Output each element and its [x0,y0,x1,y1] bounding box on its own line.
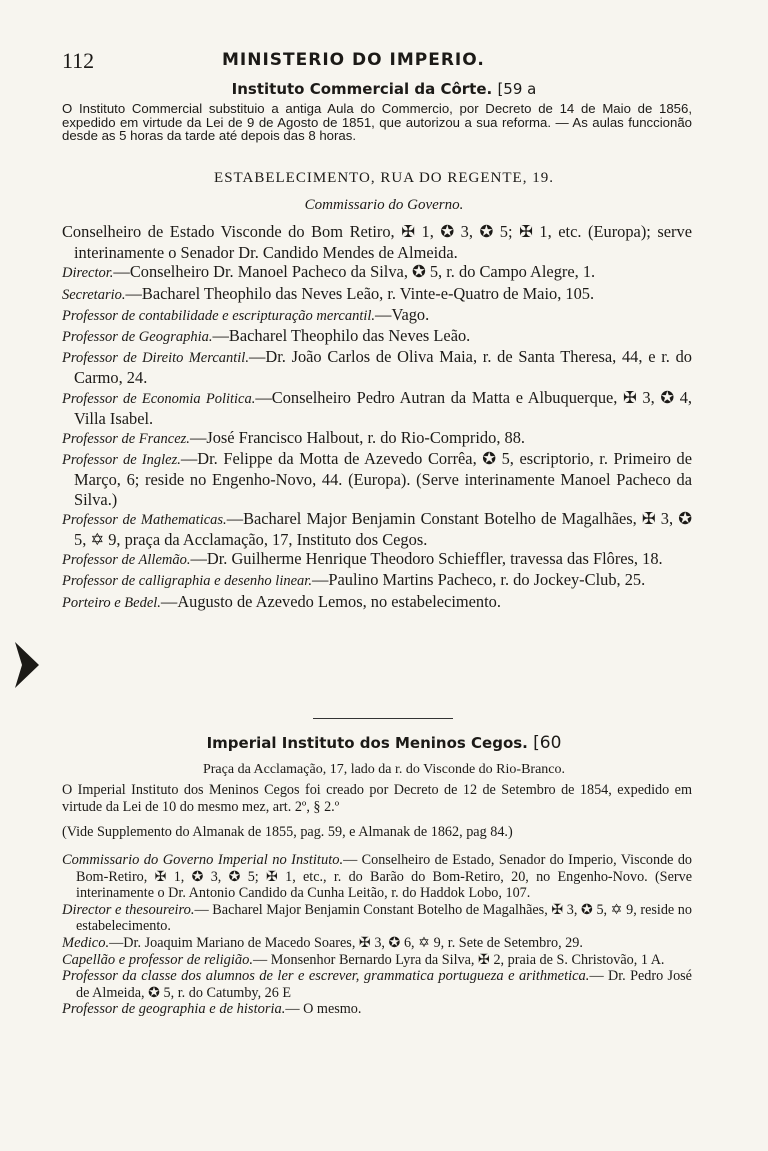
section2-title: Imperial Instituto dos Meninos Cegos. [206,734,528,752]
entry: Capellão e professor de religião.— Monsenhor Bernardo Lyra da Silva, ✠ 2, praia de S. Christovão, 1 A. [62,951,665,968]
entry: Professor de calligraphia e desenho linear.—Paulino Martins Pacheco, r. do Jockey-Club, 25. [62,570,646,590]
entry: Professor de contabilidade e escripturação mercantil.—Vago. [62,304,430,324]
entry: Director e thesoureiro.— Bacharel Major Benjamin Constant Botelho de Magalhães, ✠ 3, ✪ 5, ✡ 9, reside no estabelecimento. [62,901,692,935]
section1-subheading: Commissario do Governo. [304,197,464,213]
section2-ref: [60 [533,733,562,753]
section1-address: ESTABELECIMENTO, RUA DO REGENTE, 19. [214,170,554,186]
section1-intro: O Instituto Commercial substituio a antiga Aula do Commercio, por Decreto de 14 de Maio de 1856, expedido em virtude da Lei de 9 de Agosto de 1851, que autorizou a sua reforma. — As aulas funccionão desde as 5 horas da tarde até depois das 8 horas. [62,101,692,144]
section2-note: (Vide Supplemento do Almanak de 1855, pag. 59, e Almanak de 1862, pag 84.) [62,824,513,840]
section1-entries [62,222,692,613]
page-number: 112 [62,48,95,73]
section1-title: Instituto Commercial da Côrte. [231,80,493,98]
entry: Medico.—Dr. Joaquim Mariano de Macedo Soares, ✠ 3, ✪ 6, ✡ 9, r. Sete de Setembro, 29. [62,934,583,951]
entry: Professor da classe dos alumnos de ler e escrever, grammatica portugueza e arithmetica.— Dr. Pedro José de Almeida, ✪ 5, r. do Catumby, 26 E [62,968,692,1001]
running-header [62,48,692,74]
section1-heading [0,80,768,98]
entry: Director.—Conselheiro Dr. Manoel Pacheco da Silva, ✪ 5, r. do Campo Alegre, 1. [62,262,596,282]
section1-ref: [59 a [497,80,537,98]
entry: Professor de geographia e de historia.— O mesmo. [62,1001,362,1018]
entry: Commissario do Governo Imperial no Instituto.— Conselheiro de Estado, Senador do Imperio, Visconde do Bom-Retiro, ✠ 1, ✪ 3, ✪ 5; ✠ 1, etc., r. do Barão do Bom-Retiro, 20, no Engenho-Novo. (Serve interinamente o Dr. Antonio Candido da Cunha Leitão, r. do Haddok Lobo, 107. [62,852,693,902]
entry: Professor de Economia Politica.—Conselheiro Pedro Autran da Matta e Albuquerque, ✠ 3, ✪ 4, Villa Isabel. [62,387,693,428]
entry: Professor de Allemão.—Dr. Guilherme Henrique Theodoro Schieffler, travessa das Flôres, 18. [62,549,663,569]
section2-heading [0,733,768,753]
entry: Professor de Geographia.—Bacharel Theophilo das Neves Leão. [62,326,471,346]
section2-intro: O Imperial Instituto dos Meninos Cegos foi creado por Decreto de 12 de Setembro de 1854, expedido em virtude da Lei de 10 do mesmo mez, art. 2º, § 2.º [62,782,692,815]
entry: Secretario.—Bacharel Theophilo das Neves Leão, r. Vinte-e-Quatro de Maio, 105. [62,283,595,303]
entry: Conselheiro de Estado Visconde do Bom Retiro, ✠ 1, ✪ 3, ✪ 5; ✠ 1, etc. (Europa); serve interinamente o Senador Dr. Candido Mendes de Almeida. [62,222,692,263]
section2-address: Praça da Acclamação, 17, lado da r. do Visconde do Rio-Branco. [202,762,565,777]
entry: Professor de Inglez.—Dr. Felippe da Motta de Azevedo Corrêa, ✪ 5, escriptorio, r. Primeiro de Março, 6; reside no Engenho-Novo, 44. (Europa). (Serve interinamente Manoel Pacheco da Silva.) [62,449,692,509]
entry: Professor de Direito Mercantil.—Dr. João Carlos de Oliva Maia, r. de Santa Theresa, 44, e r. do Carmo, 24. [62,347,692,388]
section-divider [313,718,453,719]
section2-entries [62,852,692,1018]
ministry-heading: MINISTERIO DO IMPERIO. [222,50,485,70]
entry: Professor de Mathematicas.—Bacharel Major Benjamin Constant Botelho de Magalhães, ✠ 3, ✪ 5, ✡ 9, praça da Acclamação, 17, Instituto dos Cegos. [62,508,692,550]
entry: Professor de Francez.—José Francisco Halbout, r. do Rio-Comprido, 88. [62,428,526,448]
page-tab-marker [13,640,43,690]
entry: Porteiro e Bedel.—Augusto de Azevedo Lemos, no estabelecimento. [62,591,501,611]
